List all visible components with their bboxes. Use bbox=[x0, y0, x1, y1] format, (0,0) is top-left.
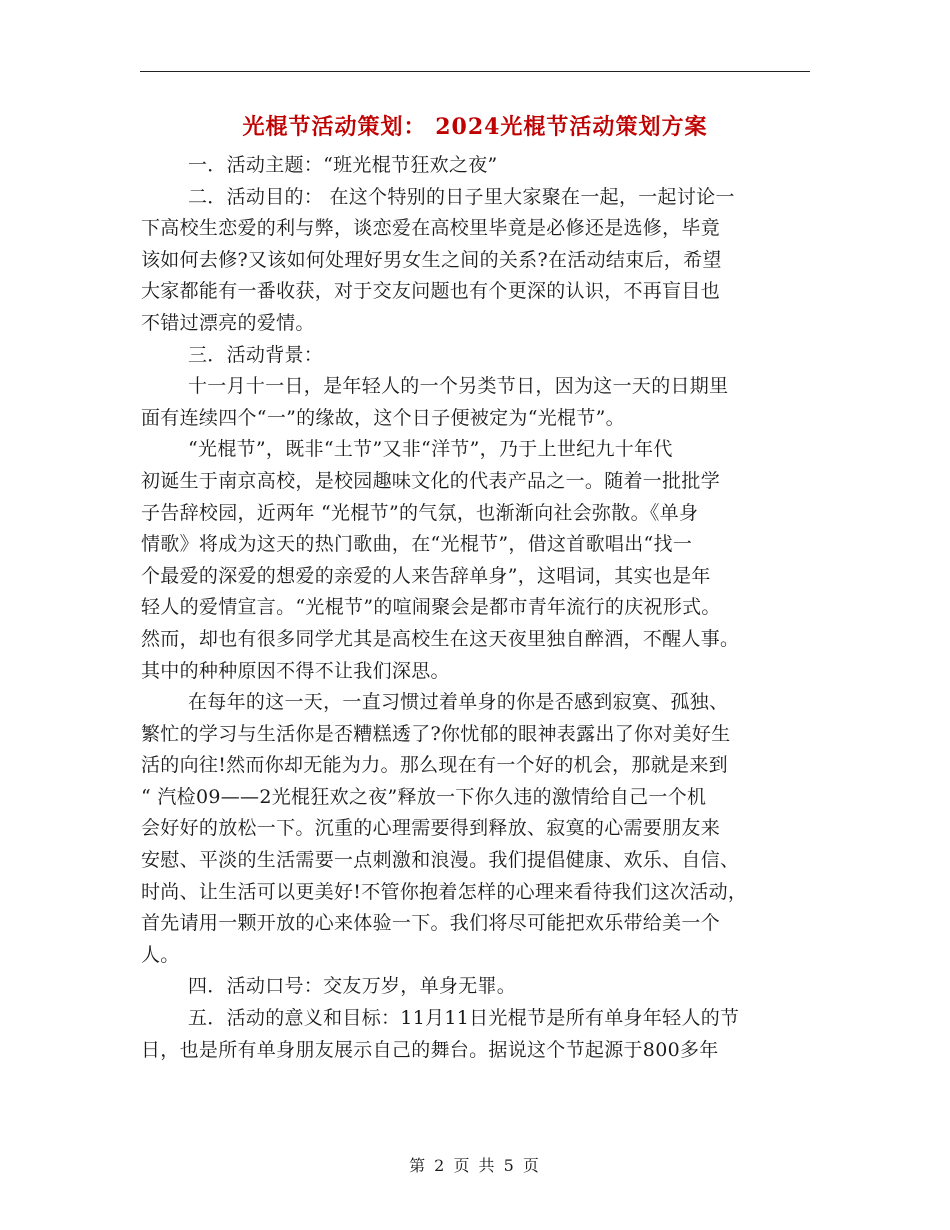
text-line: 五．活动的意义和目标：11月11日光棍节是所有单身年轻人的节 bbox=[188, 1007, 740, 1030]
text-line: “ 汽检09——2光棍狂欢之夜”释放一下你久违的激情给自己一个机 bbox=[141, 785, 707, 808]
text-line: 人。 bbox=[141, 943, 180, 966]
text-line: 会好好的放松一下。沉重的心理需要得到释放、寂寞的心需要朋友来 bbox=[141, 817, 721, 840]
text-line: 个最爱的深爱的想爱的亲爱的人来告辞单身”，这唱词，其实也是年 bbox=[141, 564, 711, 587]
text-line: 其中的种种原因不得不让我们深思。 bbox=[141, 659, 450, 682]
text-line: 大家都能有一番收获，对于交友问题也有个更深的认识，不再盲目也 bbox=[141, 280, 721, 303]
text-line: 三．活动背景： bbox=[188, 343, 324, 366]
text-line: 下高校生恋爱的利与弊，谈恋爱在高校里毕竟是必修还是选修，毕竟 bbox=[141, 217, 721, 240]
text-line: 首先请用一颗开放的心来体验一下。我们将尽可能把欢乐带给美一个 bbox=[141, 912, 721, 935]
text-line: 情歌》将成为这天的热门歌曲，在“光棍节”，借这首歌唱出“找一 bbox=[141, 533, 693, 556]
document-body bbox=[141, 150, 813, 1066]
text-line: 一．活动主题：“班光棍节狂欢之夜” bbox=[188, 154, 498, 176]
text-line: 子告辞校园，近两年 “光棍节”的气氛，也渐渐向社会弥散。《单身 bbox=[141, 501, 699, 524]
text-line: 然而，却也有很多同学尤其是高校生在这天夜里独自醉酒，不醒人事。 bbox=[141, 627, 740, 650]
text-line: 安慰、平淡的生活需要一点刺激和浪漫。我们提倡健康、欢乐、自信、 bbox=[141, 849, 740, 872]
text-line: 日，也是所有单身朋友展示自己的舞台。据说这个节起源于800多年 bbox=[141, 1038, 719, 1061]
text-line: 不错过漂亮的爱情。 bbox=[141, 311, 315, 334]
text-line: “光棍节”，既非“土节”又非“洋节”，乃于上世纪九十年代 bbox=[188, 438, 673, 461]
document-title: 光棍节活动策划： 2024光棍节活动策划方案 bbox=[242, 114, 708, 140]
text-line: 四．活动口号：交友万岁，单身无罪。 bbox=[188, 975, 517, 998]
page-number: 第 2 页 共 5 页 bbox=[409, 1156, 541, 1175]
text-line: 初诞生于南京高校，是校园趣味文化的代表产品之一。随着一批批学 bbox=[141, 469, 721, 492]
text-line: 时尚、让生活可以更美好!不管你抱着怎样的心理来看待我们这次活动， bbox=[141, 880, 748, 903]
header-rule bbox=[140, 71, 810, 72]
text-line: 活的向往!然而你却无能为力。那么现在有一个好的机会，那就是来到 bbox=[141, 754, 728, 777]
text-line: 繁忙的学习与生活你是否糟糕透了?你忧郁的眼神表露出了你对美好生 bbox=[141, 722, 731, 745]
text-line: 十一月十一日，是年轻人的一个另类节日，因为这一天的日期里 bbox=[188, 375, 729, 398]
text-line: 在每年的这一天，一直习惯过着单身的你是否感到寂寞、孤独、 bbox=[188, 691, 729, 714]
text-line: 二．活动目的： 在这个特别的日子里大家聚在一起，一起讨论一 bbox=[188, 185, 735, 208]
text-line: 面有连续四个“一”的缘故，这个日子便被定为“光棍节”。 bbox=[141, 406, 625, 429]
text-line: 该如何去修?又该如何处理好男女生之间的关系?在活动结束后，希望 bbox=[141, 248, 722, 271]
text-line: 轻人的爱情宣言。“光棍节”的喧闹聚会是都市青年流行的庆祝形式。 bbox=[141, 596, 721, 619]
